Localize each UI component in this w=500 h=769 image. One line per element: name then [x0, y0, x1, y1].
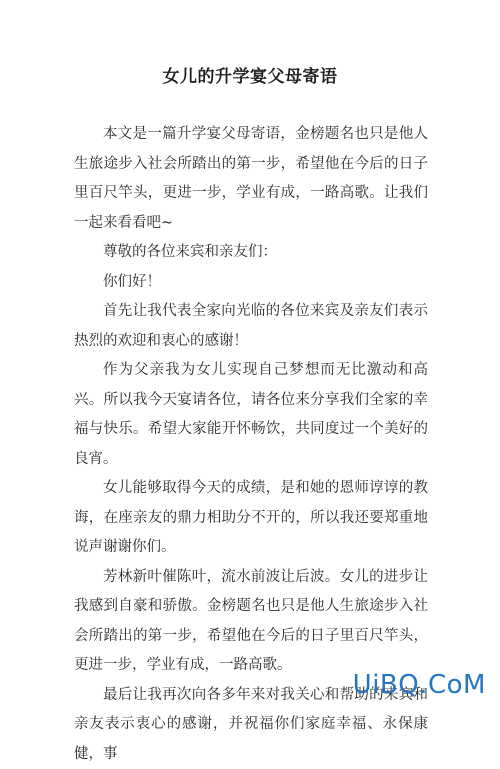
- paragraph-thanks: 女儿能够取得今天的成绩，是和她的恩师谆谆的教诲，在座亲友的鼎力相助分不开的，所以我还要郑重地说声谢谢你们。: [74, 474, 428, 563]
- paragraph-pride: 芳林新叶催陈叶，流水前波让后波。女儿的进步让我感到自豪和骄傲。金榜题名也只是他人生旅途步入社会所踏出的第一步，希望他在今后的日子里百尺竿头，更进一步，学业有成，一路高歌。: [74, 563, 428, 681]
- document-title: 女儿的升学宴父母寄语: [0, 62, 500, 87]
- paragraph-welcome: 首先让我代表全家向光临的各位来宾及亲友们表示热烈的欢迎和衷心的感谢！: [74, 297, 428, 356]
- paragraph-greeting: 你们好！: [74, 268, 428, 298]
- paragraph-father: 作为父亲我为女儿实现自己梦想而无比激动和高兴。所以我今天宴请各位，请各位来分享我们全家的幸福与快乐。希望大家能开怀畅饮，共同度过一个美好的良宵。: [74, 356, 428, 474]
- paragraph-closing: 最后让我再次向各多年来对我关心和帮助的来宾和亲友表示衷心的感谢，并祝福你们家庭幸福、永保康健，事: [74, 681, 428, 769]
- paragraph-intro: 本文是一篇升学宴父母寄语，金榜题名也只是他人生旅途步入社会所踏出的第一步，希望他在今后的日子里百尺竿头，更进一步，学业有成，一路高歌。让我们一起来看看吧~: [74, 120, 428, 238]
- site-watermark: UiBQ.CoM: [353, 670, 486, 700]
- paragraph-salutation: 尊敬的各位来宾和亲友们：: [74, 238, 428, 268]
